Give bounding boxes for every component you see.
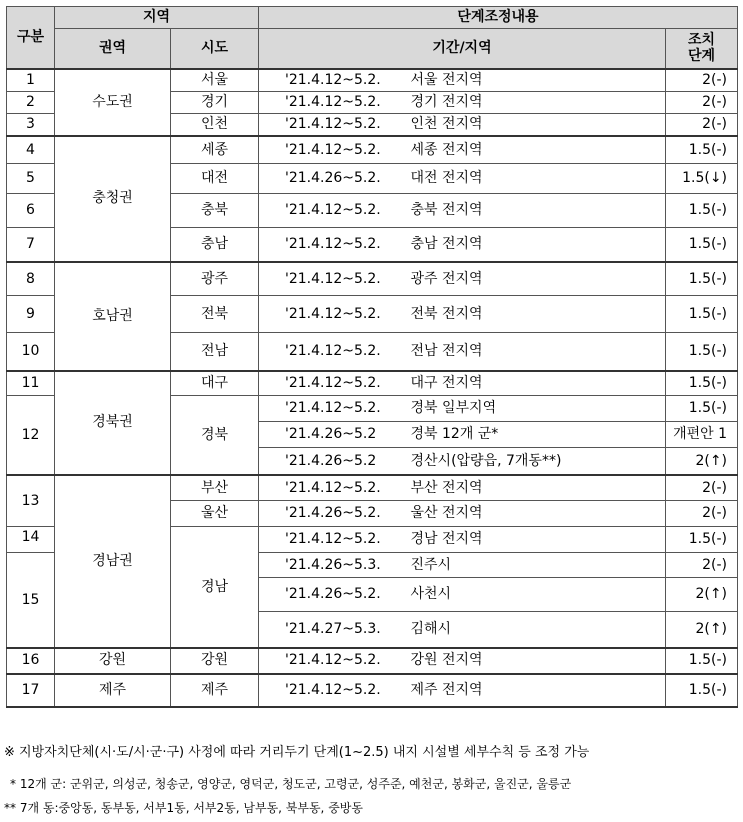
sido-cell: 충남 — [171, 228, 259, 262]
sido-cell: 서울 — [171, 69, 259, 92]
level-cell: 1.5(-) — [666, 296, 738, 333]
row-number: 17 — [7, 674, 55, 707]
sido-cell: 전북 — [171, 296, 259, 333]
area-cell: 충북 전지역 — [403, 194, 666, 228]
row-number: 6 — [7, 194, 55, 228]
row-number: 5 — [7, 164, 55, 194]
area-cell: 부산 전지역 — [403, 475, 666, 501]
area-cell: 제주 전지역 — [403, 674, 666, 707]
header-adjust: 단계조정내용 — [259, 7, 738, 29]
level-cell: 2(-) — [666, 69, 738, 92]
area-cell: 강원 전지역 — [403, 648, 666, 674]
period-cell: '21.4.12~5.2. — [259, 262, 403, 296]
level-cell: 1.5(-) — [666, 674, 738, 707]
period-cell: '21.4.12~5.2. — [259, 527, 403, 553]
area-cell: 대전 전지역 — [403, 164, 666, 194]
area-cell: 경남 전지역 — [403, 527, 666, 553]
level-cell: 2(↑) — [666, 612, 738, 648]
area-cell: 전북 전지역 — [403, 296, 666, 333]
area-cell: 울산 전지역 — [403, 501, 666, 527]
row-number: 13 — [7, 475, 55, 527]
header-gwonyeok: 권역 — [55, 29, 171, 69]
region-cell: 제주 — [55, 674, 171, 707]
row-number: 15 — [7, 553, 55, 648]
area-cell: 세종 전지역 — [403, 136, 666, 164]
level-cell: 2(↑) — [666, 448, 738, 475]
table-row — [7, 648, 738, 674]
level-cell: 2(↑) — [666, 578, 738, 612]
row-number: 10 — [7, 333, 55, 371]
level-cell: 1.5(-) — [666, 648, 738, 674]
area-cell: 전남 전지역 — [403, 333, 666, 371]
level-cell: 개편안 1 — [666, 422, 738, 448]
table-row — [7, 136, 738, 164]
sido-cell: 대구 — [171, 371, 259, 396]
area-cell: 대구 전지역 — [403, 371, 666, 396]
period-cell: '21.4.26~5.2. — [259, 164, 403, 194]
region-cell: 호남권 — [55, 262, 171, 371]
distancing-table-container — [6, 6, 737, 708]
period-cell: '21.4.26~5.2. — [259, 501, 403, 527]
level-cell: 1.5(-) — [666, 396, 738, 422]
area-cell: 충남 전지역 — [403, 228, 666, 262]
level-cell: 2(-) — [666, 553, 738, 578]
area-cell: 경산시(압량읍, 7개동**) — [403, 448, 666, 475]
sido-cell: 울산 — [171, 501, 259, 527]
sido-cell: 제주 — [171, 674, 259, 707]
area-cell: 경기 전지역 — [403, 91, 666, 113]
header-level: 조치 단계 — [666, 29, 738, 69]
sido-cell: 경기 — [171, 91, 259, 113]
sido-cell: 대전 — [171, 164, 259, 194]
period-cell: '21.4.12~5.2. — [259, 194, 403, 228]
region-cell: 충청권 — [55, 136, 171, 262]
sido-cell: 경북 — [171, 396, 259, 475]
level-cell: 2(-) — [666, 91, 738, 113]
row-number: 11 — [7, 371, 55, 396]
area-cell: 광주 전지역 — [403, 262, 666, 296]
row-number: 8 — [7, 262, 55, 296]
footnote-star: * 12개 군: 군위군, 의성군, 청송군, 영양군, 영덕군, 청도군, 고령군, 성주준, 예천군, 봉화군, 울진군, 울릉군 — [10, 777, 572, 791]
region-cell: 강원 — [55, 648, 171, 674]
level-cell: 1.5(-) — [666, 194, 738, 228]
header-sido: 시도 — [171, 29, 259, 69]
table-row — [7, 371, 738, 396]
area-cell: 인천 전지역 — [403, 113, 666, 136]
area-cell: 진주시 — [403, 553, 666, 578]
row-number: 4 — [7, 136, 55, 164]
sido-cell: 부산 — [171, 475, 259, 501]
period-cell: '21.4.12~5.2. — [259, 228, 403, 262]
period-cell: '21.4.12~5.2. — [259, 648, 403, 674]
level-cell: 1.5(↓) — [666, 164, 738, 194]
row-number: 7 — [7, 228, 55, 262]
level-cell: 1.5(-) — [666, 136, 738, 164]
level-cell: 2(-) — [666, 475, 738, 501]
table-row — [7, 475, 738, 501]
period-cell: '21.4.12~5.2. — [259, 371, 403, 396]
level-cell: 1.5(-) — [666, 527, 738, 553]
period-cell: '21.4.12~5.2. — [259, 333, 403, 371]
level-cell: 1.5(-) — [666, 262, 738, 296]
sido-cell: 인천 — [171, 113, 259, 136]
period-cell: '21.4.12~5.2. — [259, 475, 403, 501]
region-cell: 수도권 — [55, 69, 171, 136]
sido-cell: 충북 — [171, 194, 259, 228]
header-region: 지역 — [55, 7, 259, 29]
area-cell: 김해시 — [403, 612, 666, 648]
period-cell: '21.4.12~5.2. — [259, 296, 403, 333]
sido-cell: 광주 — [171, 262, 259, 296]
level-cell: 1.5(-) — [666, 333, 738, 371]
period-cell: '21.4.12~5.2. — [259, 91, 403, 113]
row-number: 12 — [7, 396, 55, 475]
area-cell: 서울 전지역 — [403, 69, 666, 92]
footnote-double-star: ** 7개 동:중앙동, 동부동, 서부1동, 서부2동, 남부동, 북부동, 중방동 — [4, 801, 363, 815]
region-cell: 경북권 — [55, 371, 171, 475]
header-gubun: 구분 — [7, 7, 55, 69]
area-cell: 경북 일부지역 — [403, 396, 666, 422]
level-cell: 1.5(-) — [666, 228, 738, 262]
sido-cell: 강원 — [171, 648, 259, 674]
row-number: 1 — [7, 69, 55, 92]
header-period-area: 기간/지역 — [259, 29, 666, 69]
area-cell: 경북 12개 군* — [403, 422, 666, 448]
table-row — [7, 674, 738, 707]
period-cell: '21.4.26~5.2 — [259, 448, 403, 475]
row-number: 2 — [7, 91, 55, 113]
sido-cell: 전남 — [171, 333, 259, 371]
footnote-main: ※ 지방자치단체(시·도/시·군·구) 사정에 따라 거리두기 단계(1~2.5) 내지 시설별 세부수칙 등 조정 가능 — [4, 745, 590, 760]
period-cell: '21.4.12~5.2. — [259, 674, 403, 707]
sido-cell: 경남 — [171, 527, 259, 648]
row-number: 9 — [7, 296, 55, 333]
distancing-level-table — [6, 6, 738, 708]
level-cell: 2(-) — [666, 501, 738, 527]
row-number: 14 — [7, 527, 55, 553]
table-row — [7, 262, 738, 296]
sido-cell: 세종 — [171, 136, 259, 164]
period-cell: '21.4.12~5.2. — [259, 136, 403, 164]
period-cell: '21.4.27~5.3. — [259, 612, 403, 648]
period-cell: '21.4.26~5.2 — [259, 422, 403, 448]
area-cell: 사천시 — [403, 578, 666, 612]
level-cell: 2(-) — [666, 113, 738, 136]
row-number: 16 — [7, 648, 55, 674]
period-cell: '21.4.12~5.2. — [259, 69, 403, 92]
table-row — [7, 69, 738, 92]
period-cell: '21.4.12~5.2. — [259, 113, 403, 136]
region-cell: 경남권 — [55, 475, 171, 648]
period-cell: '21.4.26~5.3. — [259, 553, 403, 578]
row-number: 3 — [7, 113, 55, 136]
level-cell: 1.5(-) — [666, 371, 738, 396]
period-cell: '21.4.26~5.2. — [259, 578, 403, 612]
period-cell: '21.4.12~5.2. — [259, 396, 403, 422]
